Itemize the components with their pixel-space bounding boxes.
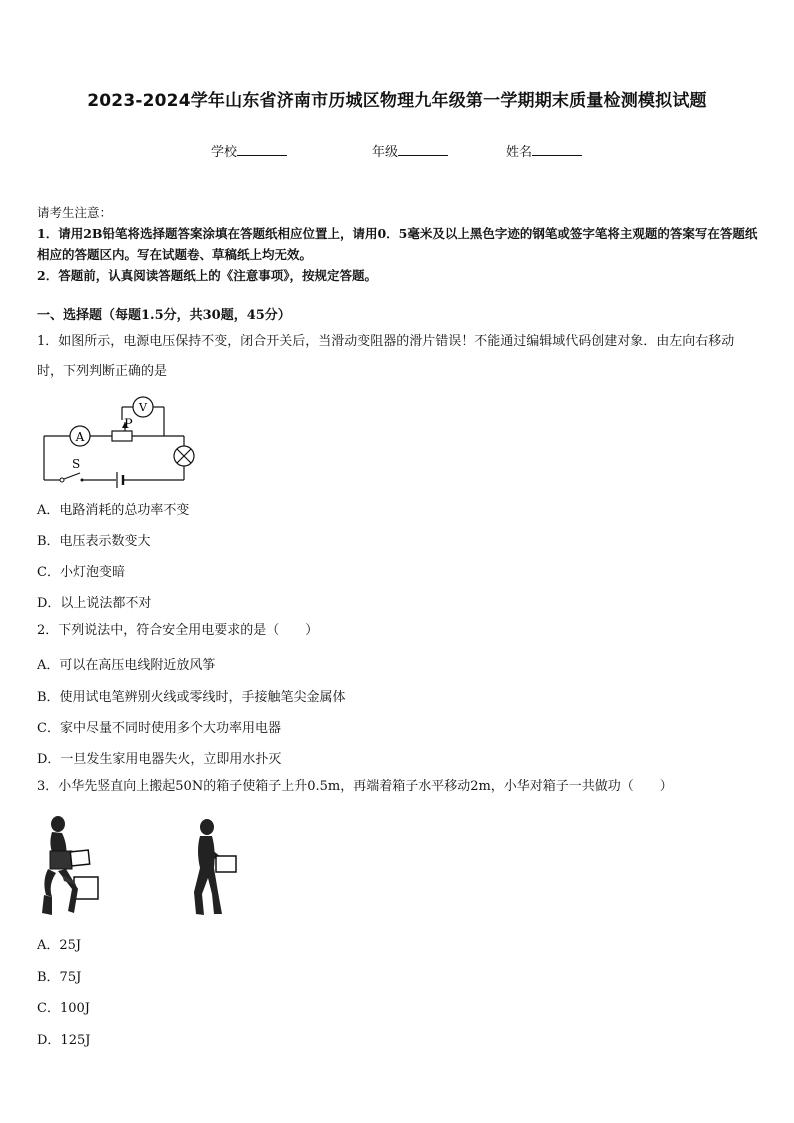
question-3-option[interactable]: C．100J xyxy=(37,1001,90,1016)
lamp xyxy=(174,446,194,466)
question-3-option[interactable]: A．25J xyxy=(37,938,82,953)
notes-heading: 请考生注意： xyxy=(37,205,113,220)
question-1-option[interactable]: D．以上说法都不对 xyxy=(37,596,152,611)
question-3-option[interactable]: D．125J xyxy=(37,1033,91,1048)
grade-field xyxy=(372,141,448,160)
switch xyxy=(60,457,84,482)
slider-label: P xyxy=(124,417,133,432)
question-2-option[interactable]: B．使用试电笔辨别火线或零线时，手接触笔尖金属体 xyxy=(37,690,346,705)
grade-blank[interactable] xyxy=(398,144,448,156)
page-title: 2023-2024学年山东省济南市历城区物理九年级第一学期期末质量检测模拟试题 xyxy=(87,91,707,111)
school-field xyxy=(211,141,287,160)
school-blank[interactable] xyxy=(237,144,287,156)
switch-label: S xyxy=(72,457,81,471)
ammeter-label: A xyxy=(75,430,85,444)
person-lifting-box-figure xyxy=(38,815,103,920)
question-3-option[interactable]: B．75J xyxy=(37,970,82,985)
notes-block xyxy=(37,202,762,286)
question-1-option[interactable]: B．电压表示数变大 xyxy=(37,534,151,549)
question-1-option[interactable]: A．电路消耗的总功率不变 xyxy=(37,503,190,518)
question-3-stem: 3．小华先竖直向上搬起50N的箱子使箱子上升0.5m，再端着箱子水平移动2m，小华对箱子一共做功（ ） xyxy=(37,779,673,794)
name-blank[interactable] xyxy=(532,144,582,156)
rheostat xyxy=(112,431,132,441)
question-1-stem: 1．如图所示，电源电压保持不变，闭合开关后，当滑动变阻器的滑片错误！不能通过编辑域代码创建对象．由左向右移动时，下列判断正确的是 xyxy=(37,334,735,379)
question-1-option[interactable]: C．小灯泡变暗 xyxy=(37,565,125,580)
note-item: 1．请用2B铅笔将选择题答案涂填在答题纸相应位置上，请用0．5毫米及以上黑色字迹的钢笔或签字笔将主观题的答案写在答题纸相应的答题区内。写在试题卷、草稿纸上均无效。 xyxy=(37,226,758,262)
question-2-option[interactable]: D．一旦发生家用电器失火，立即用水扑灭 xyxy=(37,752,282,767)
voltmeter-label: V xyxy=(139,401,147,414)
question-2-option[interactable]: C．家中尽量不同时使用多个大功率用电器 xyxy=(37,721,281,736)
question-2-stem: 2．下列说法中，符合安全用电要求的是（ ） xyxy=(37,623,319,638)
school-label: 学校 xyxy=(211,145,238,160)
section-heading: 一、选择题（每题1.5分，共30题，45分） xyxy=(37,308,291,323)
ammeter xyxy=(70,426,90,446)
voltmeter xyxy=(133,397,153,417)
question-2-option[interactable]: A．可以在高压电线附近放风筝 xyxy=(37,658,216,673)
name-label: 姓名 xyxy=(506,145,533,160)
person-carrying-box-figure xyxy=(188,818,243,918)
battery xyxy=(117,472,123,488)
name-field xyxy=(506,141,582,160)
circuit-diagram xyxy=(38,395,203,490)
note-item: 2．答题前，认真阅读答题纸上的《注意事项》，按规定答题。 xyxy=(37,268,377,283)
grade-label: 年级 xyxy=(372,145,399,160)
